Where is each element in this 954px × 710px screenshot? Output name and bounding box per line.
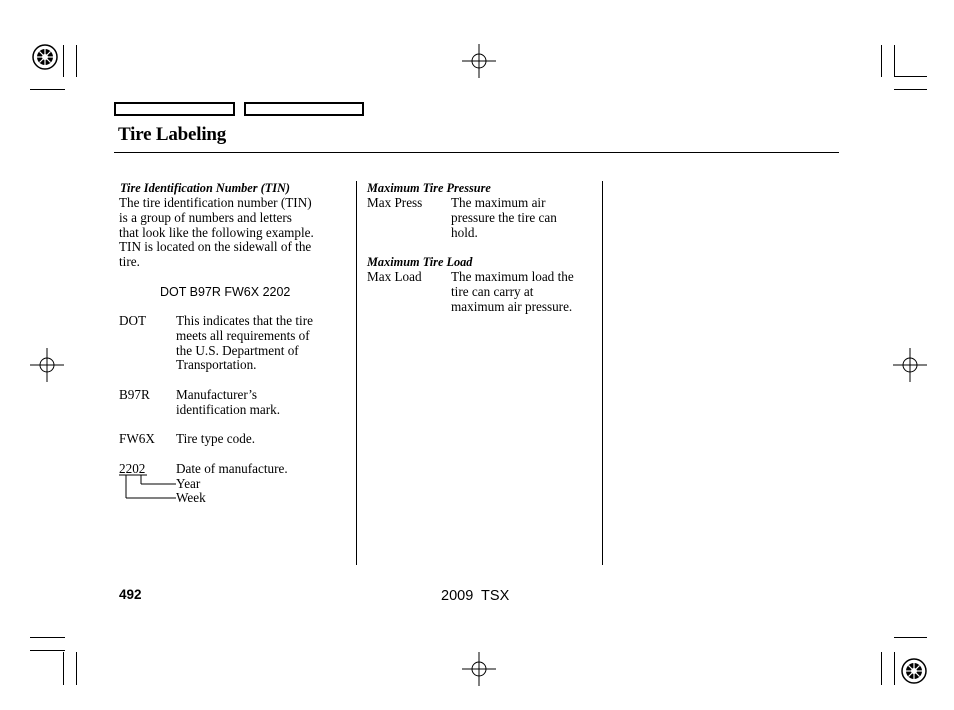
tin-heading: Tire Identification Number (TIN) — [120, 181, 290, 195]
registration-mark-icon — [30, 42, 60, 72]
text-line: tire. — [119, 254, 140, 270]
text-line: Transportation. — [176, 357, 257, 373]
definition-term: DOT — [119, 313, 147, 328]
definition-term: FW6X — [119, 431, 155, 446]
definition-term: Max Load — [367, 269, 422, 284]
definition-text — [176, 432, 351, 447]
date-part-week: Week — [176, 490, 206, 505]
tin-intro — [119, 196, 351, 270]
text-line: The tire identification number (TIN) — [119, 195, 312, 210]
text-line: The maximum air — [451, 195, 546, 210]
text-line: The maximum load the — [451, 269, 574, 284]
text-line: Manufacturer’s — [176, 387, 258, 402]
page-number: 492 — [119, 587, 142, 602]
max-pressure-heading: Maximum Tire Pressure — [367, 181, 491, 195]
crop-mark — [76, 652, 77, 685]
header-tab-box — [244, 102, 364, 116]
crop-mark — [881, 652, 882, 685]
crop-mark — [63, 652, 64, 685]
text-line: is a group of numbers and letters — [119, 209, 292, 225]
text-line: TIN is located on the sidewall of the — [119, 239, 312, 255]
crop-mark — [894, 637, 927, 638]
text-line: Date of manufacture. — [176, 461, 288, 476]
crosshair-icon — [462, 44, 496, 78]
crop-mark — [894, 45, 895, 77]
text-line: identification mark. — [176, 401, 280, 417]
crop-mark — [30, 637, 65, 638]
definition-text — [451, 270, 599, 314]
crosshair-icon — [462, 652, 496, 686]
column-divider — [602, 181, 603, 565]
definition-text — [451, 196, 599, 240]
registration-mark-icon — [899, 656, 929, 686]
crosshair-icon — [893, 348, 927, 382]
definition-term: 2202 — [119, 461, 146, 476]
definition-text — [176, 314, 351, 373]
text-line: that look like the following example. — [119, 224, 314, 240]
date-bracket-lines — [118, 474, 178, 504]
crop-mark — [30, 89, 65, 90]
definition-text — [176, 462, 351, 477]
text-line: meets all requirements of — [176, 327, 310, 343]
max-load-heading: Maximum Tire Load — [367, 255, 473, 269]
definition-term: B97R — [119, 387, 150, 402]
text-line: the U.S. Department of — [176, 342, 299, 358]
model-label: 2009 TSX — [441, 588, 510, 604]
crop-mark — [30, 650, 65, 651]
text-line: Tire type code. — [176, 431, 255, 446]
crop-mark — [894, 652, 895, 685]
page-title: Tire Labeling — [118, 124, 227, 145]
crop-mark — [76, 45, 77, 77]
text-line: This indicates that the tire — [176, 313, 313, 328]
crop-mark — [63, 45, 64, 77]
text-line: maximum air pressure. — [451, 298, 573, 314]
crosshair-icon — [30, 348, 64, 382]
text-line: pressure the tire can — [451, 209, 557, 225]
column-divider — [356, 181, 357, 565]
tin-example-code: DOT B97R FW6X 2202 — [160, 285, 291, 299]
crop-mark — [894, 76, 927, 77]
crop-mark — [881, 45, 882, 77]
header-tab-box — [114, 102, 235, 116]
crop-mark — [894, 89, 927, 90]
title-rule — [114, 152, 839, 153]
definition-text — [176, 388, 351, 418]
definition-term: Max Press — [367, 195, 423, 210]
text-line: tire can carry at — [451, 283, 534, 299]
text-line: hold. — [451, 224, 478, 240]
date-part-year: Year — [176, 476, 201, 491]
